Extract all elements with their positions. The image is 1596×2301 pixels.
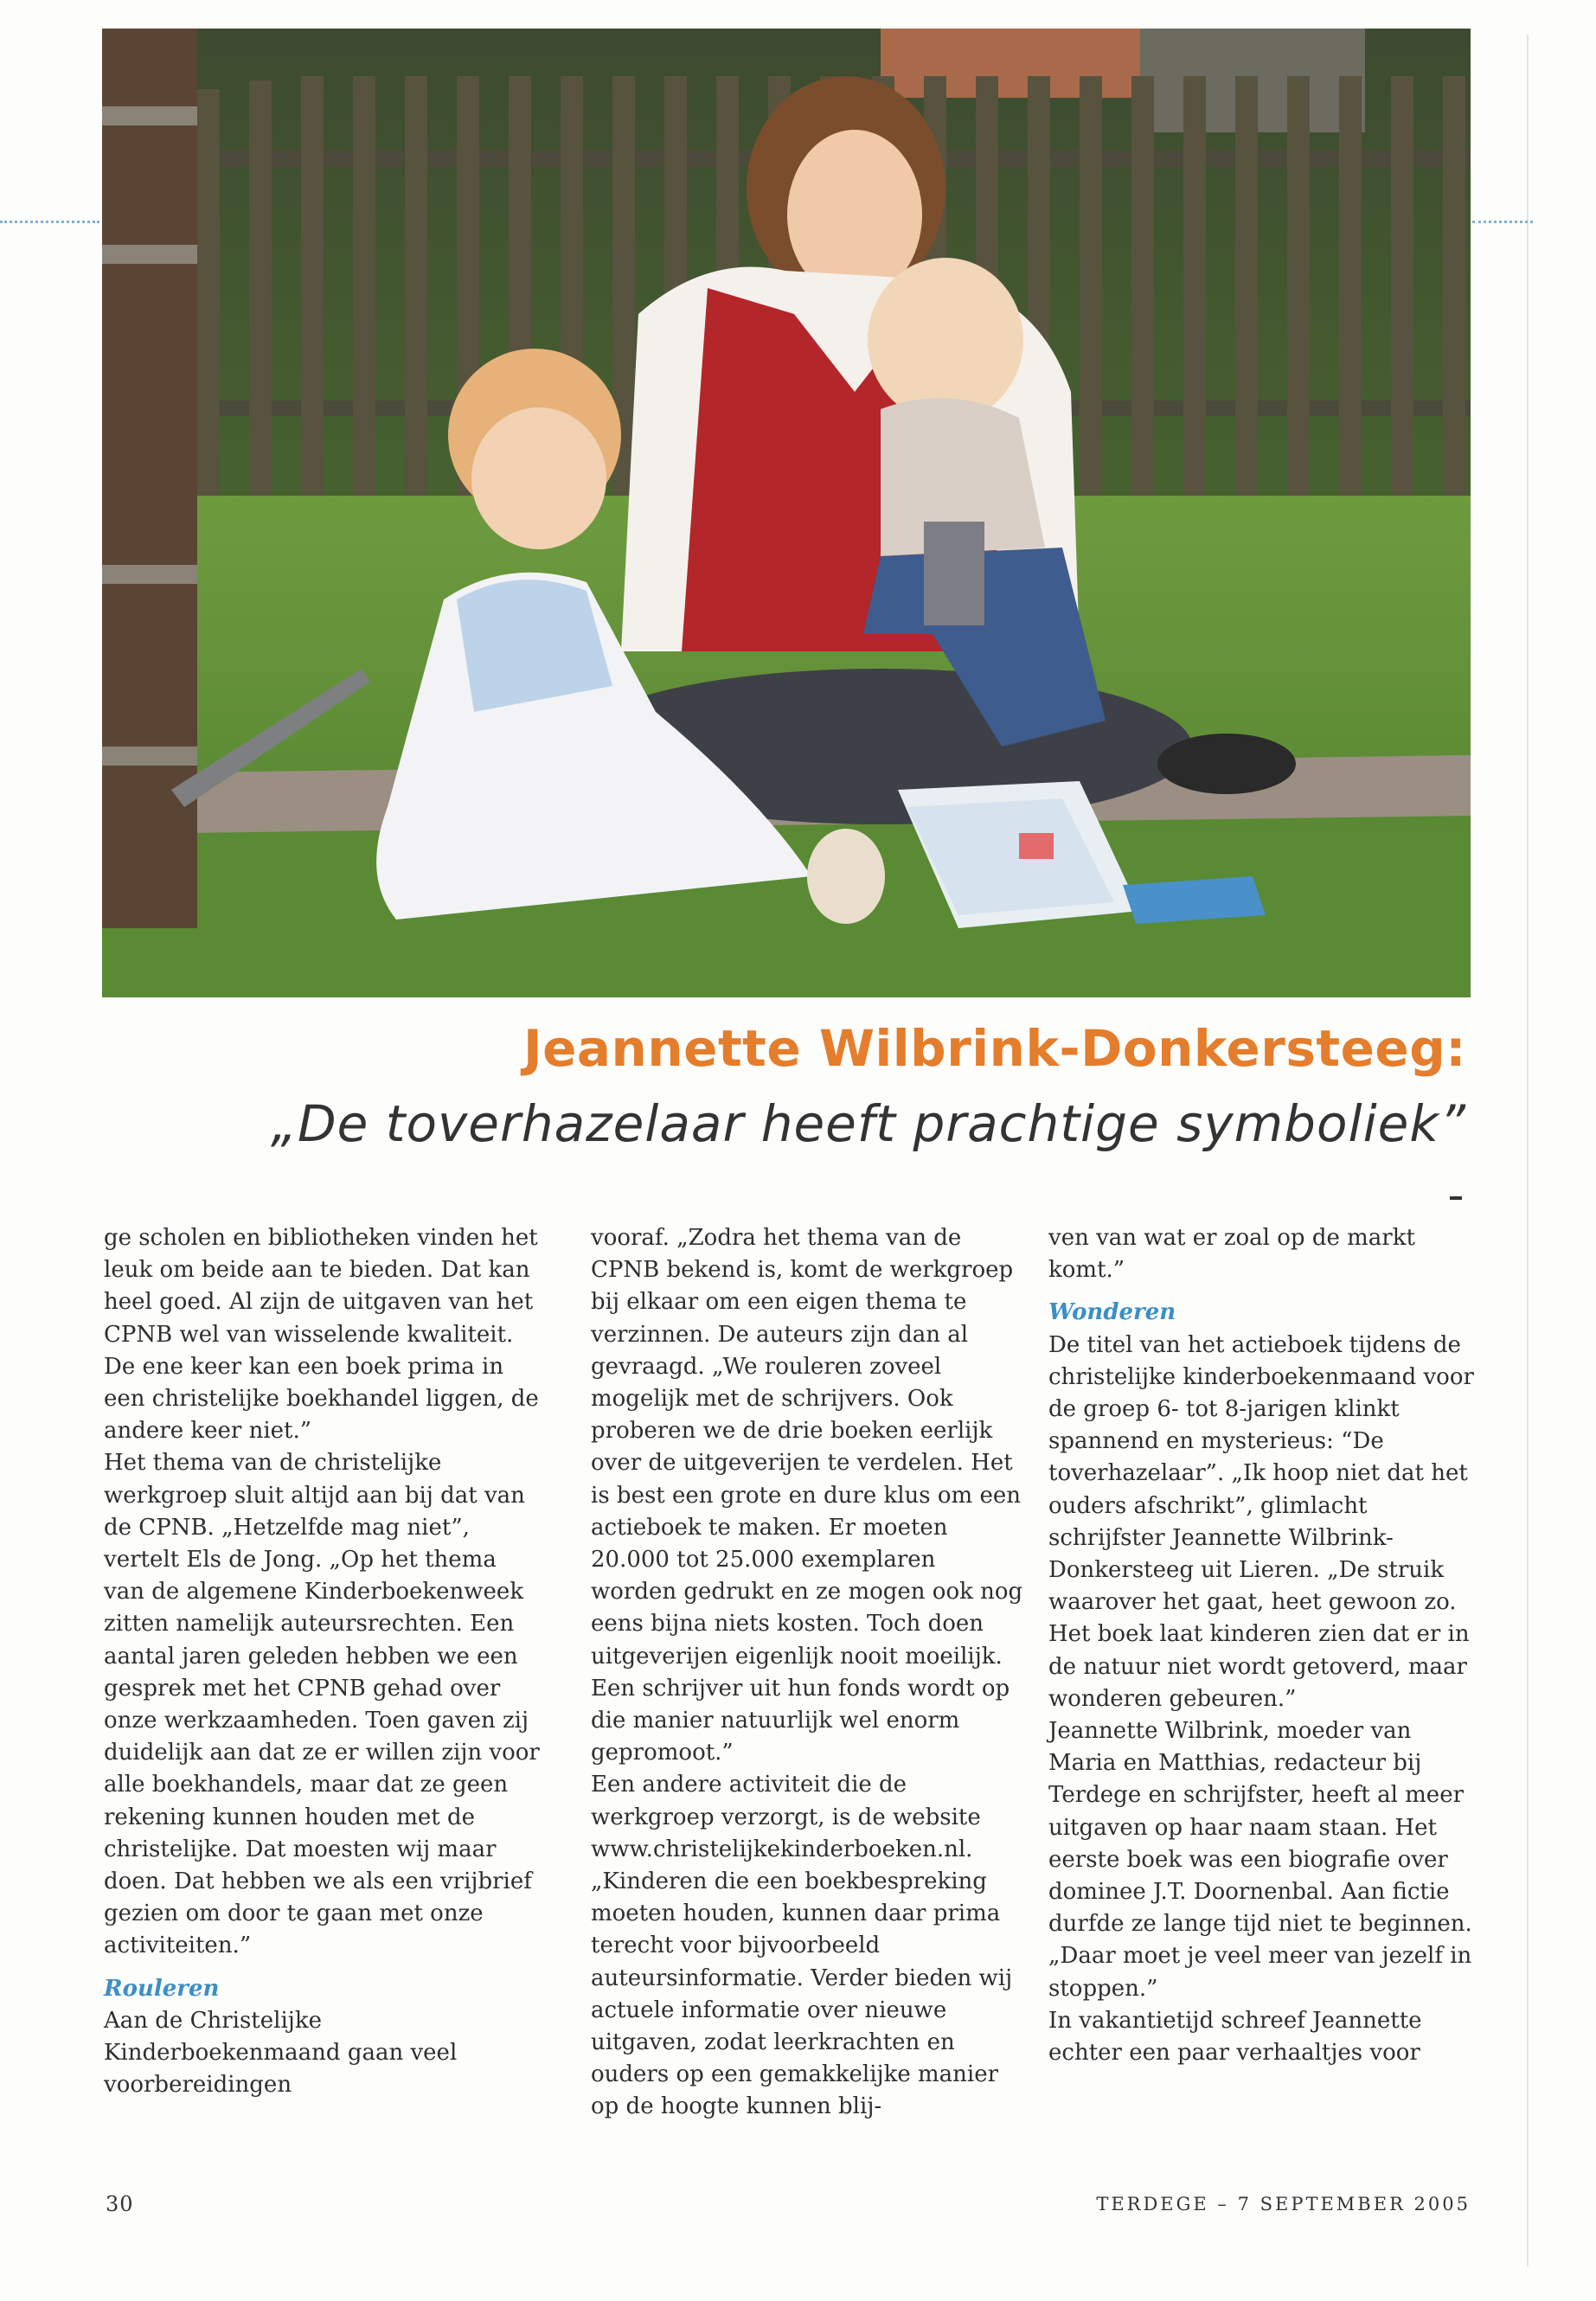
- text-column-2: [591, 1222, 1028, 2124]
- family-photo-icon: [102, 29, 1471, 997]
- paragraph: Het thema van de christelijke werkgroep sluit altijd aan bij dat van de CPNB. „Hetzelfde mag niet”, vertelt Els de Jong. „Op het thema van de algemene Kinderboekenweek zitten namelijk auteursrechten. Een aantal jaren geleden hebben we een gesprek met het CPNB gehad over onze werkzaamheden. Toen gaven zij duidelijk aan dat ze er willen zijn voor alle boekhandels, maar dat ze geen rekening kunnen houden met de christelijke. Dat moesten wij maar doen. Dat hebben we als een vrijbrief gezien om door te gaan met onze activiteiten.”: [104, 1450, 540, 1959]
- article-subtitle: „De toverhazelaar heeft prachtige symboliek”: [270, 1094, 1466, 1153]
- section-heading: Rouleren: [104, 1975, 220, 2002]
- page-edge: [1527, 35, 1529, 2266]
- paragraph: vooraf. „Zodra het thema van de CPNB bekend is, komt de werkgroep bij elkaar om een eigen thema te verzinnen. De auteurs zijn dan al gevraagd. „We rouleren zoveel mogelijk met de schrijvers. Ook proberen we de drie boeken eerlijk over de uitgeverijen te verdelen. Het is best een grote en dure klus om een actieboek te maken. Er moeten 20.000 tot 25.000 exemplaren worden gedrukt en ze mogen ook nog eens bijna niets kosten. Toch doen uitgeverijen eigenlijk nooit moeilijk. Een schrijver uit hun fonds wordt op die manier natuurlijk wel enorm gepromoot.”: [591, 1225, 1023, 1766]
- page-number: 30: [106, 2192, 134, 2216]
- section-heading: Wonderen: [1048, 1299, 1176, 1326]
- article-title: Jeannette Wilbrink-Donkersteeg:: [522, 1019, 1466, 1078]
- article-photo: [102, 29, 1471, 997]
- text-column-1: [104, 1222, 541, 2101]
- left-dotted-rule: [0, 221, 99, 223]
- column-dash: [1450, 1196, 1462, 1200]
- right-dotted-rule: [1472, 221, 1533, 223]
- paragraph: Aan de Christelijke Kinderboekenmaand gaan veel voorbereidingen: [104, 2007, 458, 2099]
- publication-footer: TERDEGE – 7 SEPTEMBER 2005: [1096, 2194, 1471, 2214]
- paragraph: ge scholen en bibliotheken vinden het leuk om beide aan te bieden. Dat kan heel goed. Al zijn de uitgaven van het CPNB wel van wisselende kwaliteit. De ene keer kan een boek prima in een christelijke boekhandel liggen, de andere keer niet.”: [104, 1225, 539, 1445]
- paragraph: In vakantietijd schreef Jeannette echter een paar verhaaltjes voor: [1048, 2007, 1422, 2067]
- paragraph: De titel van het actieboek tijdens de christelijke kinderboekenmaand voor de groep 6- tot 8-jarigen klinkt spannend en mysterieus: “De toverhazelaar”. „Ik hoop niet dat het ouders afschrikt”, glimlacht schrijfster Jeannette Wilbrink-Donkersteeg uit Lieren. „De struik waarover het gaat, heet gewoon zo. Het boek laat kinderen zien dat er in de natuur niet wordt getoverd, maar wonderen gebeuren.”: [1048, 1331, 1474, 1712]
- text-column-3: [1048, 1222, 1485, 2069]
- paragraph: Een andere activiteit die de werkgroep verzorgt, is de website www.christelijkekinderboeken.nl. „Kinderen die een boekbespreking moeten houden, kunnen daar prima terecht voor bijvoorbeeld auteursinformatie. Verder bieden wij actuele informatie over nieuwe uitgaven, zodat leerkrachten en ouders op een gemakkelijke manier op de hoogte kunnen blij-: [591, 1772, 1013, 2120]
- paragraph: Jeannette Wilbrink, moeder van Maria en Matthias, redacteur bij Terdege en schrijfster, heeft al meer uitgaven op haar naam staan. Het eerste boek was een biografie over dominee J.T. Doornenbal. Aan fictie durfde ze lange tijd niet te beginnen. „Daar moet je veel meer van jezelf in stoppen.”: [1048, 1718, 1472, 2002]
- paragraph: ven van wat er zoal op de markt komt.”: [1048, 1225, 1415, 1284]
